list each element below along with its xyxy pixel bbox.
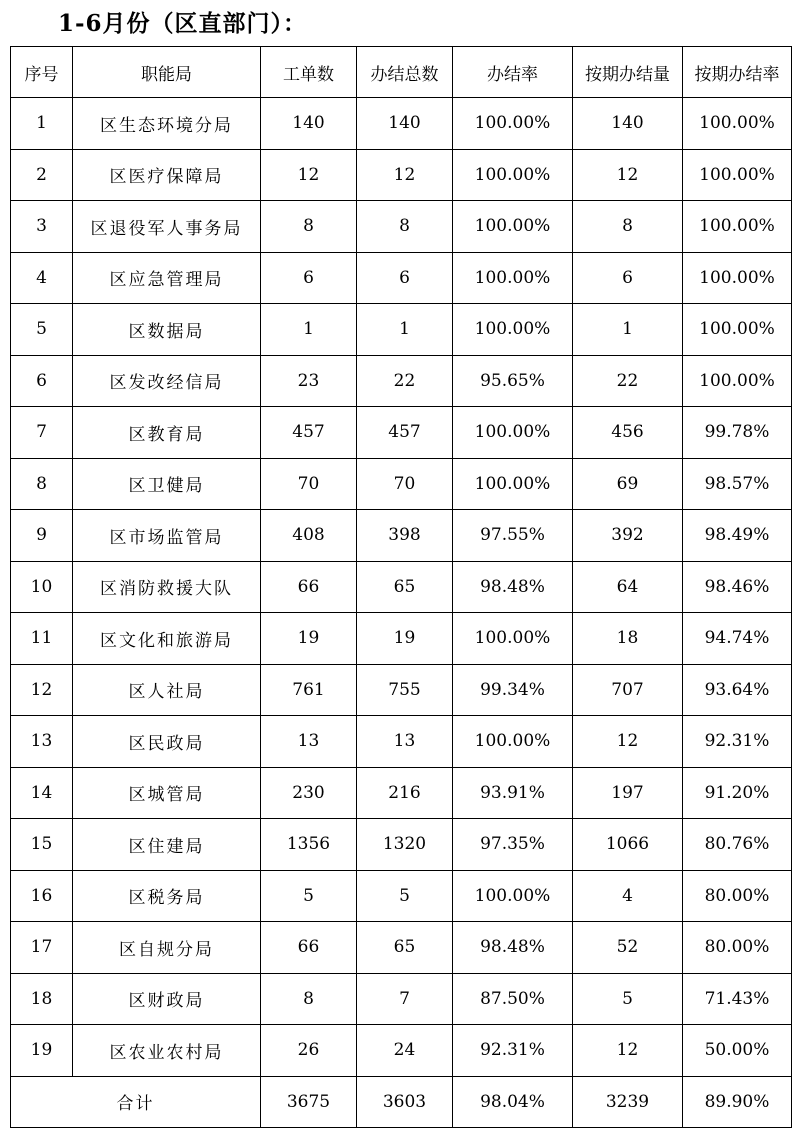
total-closed: 3603 xyxy=(357,1076,453,1128)
table-row xyxy=(11,1025,792,1077)
cell-ontime-rate: 98.49% xyxy=(683,510,792,562)
table-row xyxy=(11,613,792,665)
cell-ontime-rate: 99.78% xyxy=(683,407,792,459)
table-row xyxy=(11,355,792,407)
cell-dept: 区文化和旅游局 xyxy=(73,613,261,665)
header-cell-ontime-rate: 按期办结率 xyxy=(683,47,792,98)
cell-closed: 12 xyxy=(357,149,453,201)
cell-no: 7 xyxy=(11,407,73,459)
total-ontime: 3239 xyxy=(573,1076,683,1128)
cell-ontime-rate: 98.46% xyxy=(683,561,792,613)
cell-ontime: 12 xyxy=(573,716,683,768)
cell-tickets: 70 xyxy=(261,458,357,510)
cell-no: 6 xyxy=(11,355,73,407)
cell-closed: 216 xyxy=(357,767,453,819)
cell-close-rate: 100.00% xyxy=(453,407,573,459)
cell-close-rate: 92.31% xyxy=(453,1025,573,1077)
cell-closed: 457 xyxy=(357,407,453,459)
cell-ontime: 8 xyxy=(573,201,683,253)
table-row xyxy=(11,458,792,510)
cell-no: 3 xyxy=(11,201,73,253)
cell-close-rate: 100.00% xyxy=(453,252,573,304)
cell-ontime: 64 xyxy=(573,561,683,613)
cell-tickets: 26 xyxy=(261,1025,357,1077)
cell-no: 8 xyxy=(11,458,73,510)
document-title: 1-6月份（区直部门）： xyxy=(58,10,308,37)
total-label: 合计 xyxy=(11,1076,261,1128)
cell-closed: 65 xyxy=(357,922,453,974)
cell-no: 16 xyxy=(11,870,73,922)
table-row xyxy=(11,201,792,253)
cell-ontime: 140 xyxy=(573,98,683,150)
cell-closed: 22 xyxy=(357,355,453,407)
cell-no: 5 xyxy=(11,304,73,356)
cell-no: 15 xyxy=(11,819,73,871)
table-row xyxy=(11,819,792,871)
total-close-rate: 98.04% xyxy=(453,1076,573,1128)
header-cell-dept: 职能局 xyxy=(73,47,261,98)
cell-no: 13 xyxy=(11,716,73,768)
cell-ontime: 5 xyxy=(573,973,683,1025)
cell-ontime-rate: 100.00% xyxy=(683,98,792,150)
cell-dept: 区医疗保障局 xyxy=(73,149,261,201)
cell-close-rate: 100.00% xyxy=(453,870,573,922)
cell-closed: 13 xyxy=(357,716,453,768)
cell-no: 19 xyxy=(11,1025,73,1077)
cell-closed: 6 xyxy=(357,252,453,304)
total-row xyxy=(11,1076,792,1128)
cell-no: 1 xyxy=(11,98,73,150)
cell-ontime-rate: 94.74% xyxy=(683,613,792,665)
cell-tickets: 230 xyxy=(261,767,357,819)
cell-ontime: 707 xyxy=(573,664,683,716)
cell-dept: 区发改经信局 xyxy=(73,355,261,407)
table-row xyxy=(11,252,792,304)
cell-ontime: 456 xyxy=(573,407,683,459)
cell-tickets: 761 xyxy=(261,664,357,716)
cell-ontime-rate: 92.31% xyxy=(683,716,792,768)
table-row xyxy=(11,716,792,768)
cell-tickets: 408 xyxy=(261,510,357,562)
cell-dept: 区市场监管局 xyxy=(73,510,261,562)
cell-ontime: 6 xyxy=(573,252,683,304)
cell-dept: 区财政局 xyxy=(73,973,261,1025)
cell-closed: 1 xyxy=(357,304,453,356)
cell-tickets: 13 xyxy=(261,716,357,768)
cell-ontime: 1 xyxy=(573,304,683,356)
cell-close-rate: 93.91% xyxy=(453,767,573,819)
cell-tickets: 8 xyxy=(261,973,357,1025)
cell-ontime-rate: 98.57% xyxy=(683,458,792,510)
cell-ontime-rate: 100.00% xyxy=(683,252,792,304)
cell-tickets: 23 xyxy=(261,355,357,407)
cell-closed: 755 xyxy=(357,664,453,716)
cell-dept: 区退役军人事务局 xyxy=(73,201,261,253)
cell-close-rate: 100.00% xyxy=(453,149,573,201)
stats-table xyxy=(10,46,792,1128)
cell-tickets: 1356 xyxy=(261,819,357,871)
cell-close-rate: 97.55% xyxy=(453,510,573,562)
cell-no: 14 xyxy=(11,767,73,819)
cell-closed: 24 xyxy=(357,1025,453,1077)
cell-close-rate: 95.65% xyxy=(453,355,573,407)
cell-ontime-rate: 100.00% xyxy=(683,304,792,356)
cell-close-rate: 100.00% xyxy=(453,716,573,768)
table-row xyxy=(11,767,792,819)
cell-no: 18 xyxy=(11,973,73,1025)
header-cell-no: 序号 xyxy=(11,47,73,98)
cell-no: 2 xyxy=(11,149,73,201)
cell-ontime-rate: 100.00% xyxy=(683,149,792,201)
cell-dept: 区应急管理局 xyxy=(73,252,261,304)
cell-no: 9 xyxy=(11,510,73,562)
cell-tickets: 12 xyxy=(261,149,357,201)
cell-closed: 7 xyxy=(357,973,453,1025)
cell-ontime-rate: 91.20% xyxy=(683,767,792,819)
cell-dept: 区税务局 xyxy=(73,870,261,922)
cell-ontime-rate: 80.00% xyxy=(683,922,792,974)
cell-closed: 140 xyxy=(357,98,453,150)
cell-dept: 区人社局 xyxy=(73,664,261,716)
cell-tickets: 140 xyxy=(261,98,357,150)
table-row xyxy=(11,973,792,1025)
cell-closed: 398 xyxy=(357,510,453,562)
cell-closed: 1320 xyxy=(357,819,453,871)
cell-ontime-rate: 50.00% xyxy=(683,1025,792,1077)
cell-closed: 70 xyxy=(357,458,453,510)
cell-closed: 8 xyxy=(357,201,453,253)
cell-tickets: 1 xyxy=(261,304,357,356)
cell-dept: 区农业农村局 xyxy=(73,1025,261,1077)
cell-tickets: 6 xyxy=(261,252,357,304)
cell-ontime: 22 xyxy=(573,355,683,407)
cell-ontime: 12 xyxy=(573,1025,683,1077)
table-row xyxy=(11,407,792,459)
cell-dept: 区消防救援大队 xyxy=(73,561,261,613)
cell-tickets: 66 xyxy=(261,561,357,613)
cell-closed: 5 xyxy=(357,870,453,922)
cell-close-rate: 100.00% xyxy=(453,613,573,665)
cell-tickets: 8 xyxy=(261,201,357,253)
cell-ontime-rate: 80.76% xyxy=(683,819,792,871)
cell-dept: 区数据局 xyxy=(73,304,261,356)
cell-close-rate: 98.48% xyxy=(453,922,573,974)
cell-ontime: 197 xyxy=(573,767,683,819)
cell-ontime: 392 xyxy=(573,510,683,562)
cell-tickets: 457 xyxy=(261,407,357,459)
total-tickets: 3675 xyxy=(261,1076,357,1128)
cell-closed: 19 xyxy=(357,613,453,665)
cell-ontime: 4 xyxy=(573,870,683,922)
table-row xyxy=(11,922,792,974)
cell-dept: 区民政局 xyxy=(73,716,261,768)
cell-dept: 区生态环境分局 xyxy=(73,98,261,150)
cell-no: 4 xyxy=(11,252,73,304)
cell-ontime-rate: 100.00% xyxy=(683,201,792,253)
header-cell-tickets: 工单数 xyxy=(261,47,357,98)
header-cell-closed: 办结总数 xyxy=(357,47,453,98)
cell-tickets: 5 xyxy=(261,870,357,922)
cell-no: 11 xyxy=(11,613,73,665)
cell-ontime: 1066 xyxy=(573,819,683,871)
cell-tickets: 19 xyxy=(261,613,357,665)
cell-close-rate: 87.50% xyxy=(453,973,573,1025)
cell-ontime-rate: 93.64% xyxy=(683,664,792,716)
cell-dept: 区城管局 xyxy=(73,767,261,819)
cell-closed: 65 xyxy=(357,561,453,613)
cell-ontime-rate: 71.43% xyxy=(683,973,792,1025)
table-row xyxy=(11,304,792,356)
cell-ontime: 52 xyxy=(573,922,683,974)
cell-ontime-rate: 100.00% xyxy=(683,355,792,407)
cell-no: 12 xyxy=(11,664,73,716)
table-row xyxy=(11,510,792,562)
table-row xyxy=(11,870,792,922)
cell-close-rate: 97.35% xyxy=(453,819,573,871)
header-cell-close-rate: 办结率 xyxy=(453,47,573,98)
cell-close-rate: 98.48% xyxy=(453,561,573,613)
total-ontime-rate: 89.90% xyxy=(683,1076,792,1128)
cell-ontime-rate: 80.00% xyxy=(683,870,792,922)
table-row xyxy=(11,561,792,613)
header-cell-ontime: 按期办结量 xyxy=(573,47,683,98)
cell-dept: 区教育局 xyxy=(73,407,261,459)
cell-dept: 区住建局 xyxy=(73,819,261,871)
cell-close-rate: 100.00% xyxy=(453,304,573,356)
cell-ontime: 69 xyxy=(573,458,683,510)
table-body xyxy=(11,98,792,1077)
cell-ontime: 18 xyxy=(573,613,683,665)
cell-no: 10 xyxy=(11,561,73,613)
cell-dept: 区自规分局 xyxy=(73,922,261,974)
table-row xyxy=(11,664,792,716)
table-row xyxy=(11,149,792,201)
table-row xyxy=(11,98,792,150)
cell-tickets: 66 xyxy=(261,922,357,974)
cell-close-rate: 100.00% xyxy=(453,98,573,150)
cell-dept: 区卫健局 xyxy=(73,458,261,510)
cell-close-rate: 100.00% xyxy=(453,201,573,253)
cell-close-rate: 99.34% xyxy=(453,664,573,716)
cell-no: 17 xyxy=(11,922,73,974)
cell-ontime: 12 xyxy=(573,149,683,201)
header-row xyxy=(11,47,792,98)
cell-close-rate: 100.00% xyxy=(453,458,573,510)
